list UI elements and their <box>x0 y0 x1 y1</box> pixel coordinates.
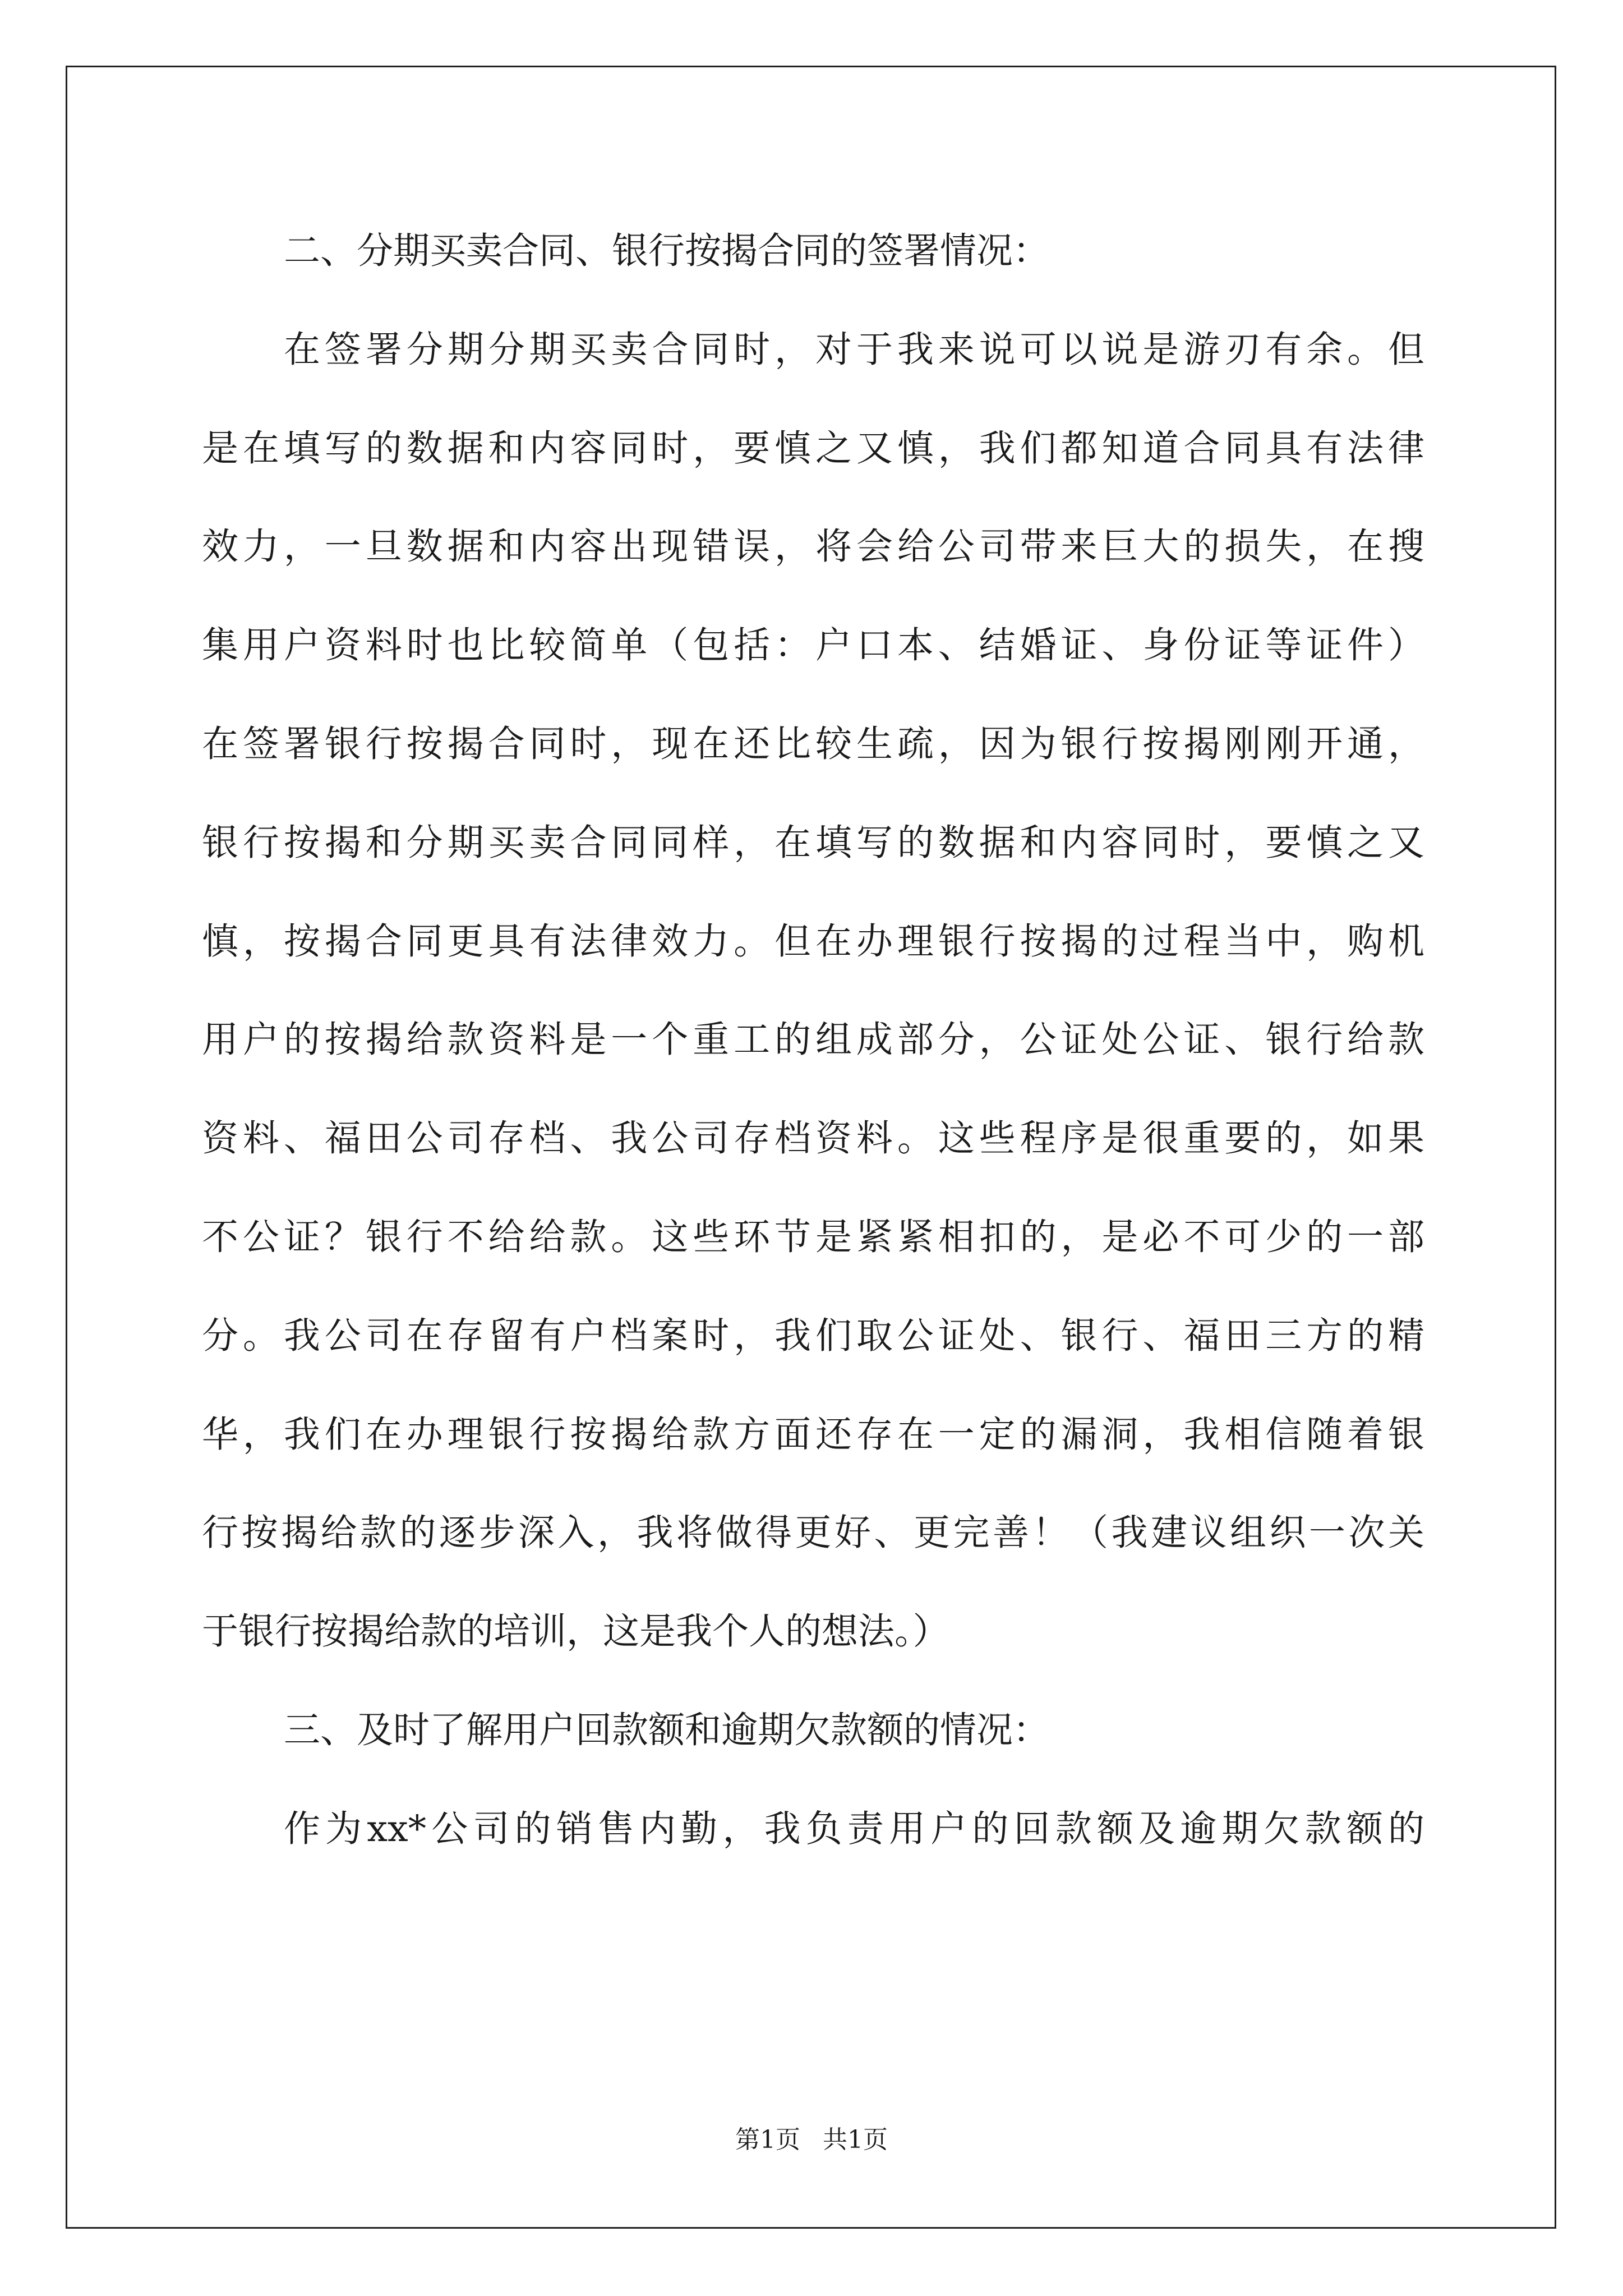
paragraph-line: 用户的按揭给款资料是一个重工的组成部分，公证处公证、银行给款 <box>202 1019 1424 1061</box>
paragraph-line: 华，我们在办理银行按揭给款方面还存在一定的漏洞，我相信随着银 <box>202 1413 1424 1456</box>
paragraph-line: 作为xx*公司的销售内勤，我负责用户的回款额及逾期欠款额的 <box>284 1807 1424 1850</box>
paragraph-line: 是在填写的数据和内容同时，要慎之又慎，我们都知道合同具有法律 <box>202 427 1424 470</box>
paragraph-line: 资料、福田公司存档、我公司存档资料。这些程序是很重要的，如果 <box>202 1117 1424 1160</box>
section-heading-3: 三、及时了解用户回款额和逾期欠款额的情况： <box>284 1709 1050 1751</box>
paragraph-line: 银行按揭和分期买卖合同同样，在填写的数据和内容同时，要慎之又 <box>202 821 1424 864</box>
paragraph-line: 效力，一旦数据和内容出现错误，将会给公司带来巨大的损失，在搜 <box>202 526 1424 568</box>
page-number: 第1页 <box>735 2125 800 2154</box>
paragraph-line-last: 于银行按揭给款的培训，这是我个人的想法。） <box>202 1611 949 1653</box>
paragraph-line: 行按揭给款的逐步深入，我将做得更好、更完善！（我建议组织一次关 <box>202 1512 1424 1554</box>
paragraph-line: 分。我公司在存留有户档案时，我们取公证处、银行、福田三方的精 <box>202 1314 1424 1357</box>
total-pages: 共1页 <box>823 2125 888 2154</box>
paragraph-line: 在签署分期分期买卖合同时，对于我来说可以说是游刃有余。但 <box>284 328 1424 371</box>
page-footer <box>0 2123 1623 2157</box>
paragraph-line: 不公证？银行不给给款。这些环节是紧紧相扣的，是必不可少的一部 <box>202 1216 1424 1258</box>
document-body <box>202 202 1424 1879</box>
paragraph-line: 在签署银行按揭合同时，现在还比较生疏，因为银行按揭刚刚开通， <box>202 723 1424 765</box>
paragraph-line: 慎，按揭合同更具有法律效力。但在办理银行按揭的过程当中，购机 <box>202 920 1424 963</box>
section-heading-2: 二、分期买卖合同、银行按揭合同的签署情况： <box>284 230 1050 272</box>
paragraph-line: 集用户资料时也比较简单（包括：户口本、结婚证、身份证等证件） <box>202 624 1424 667</box>
